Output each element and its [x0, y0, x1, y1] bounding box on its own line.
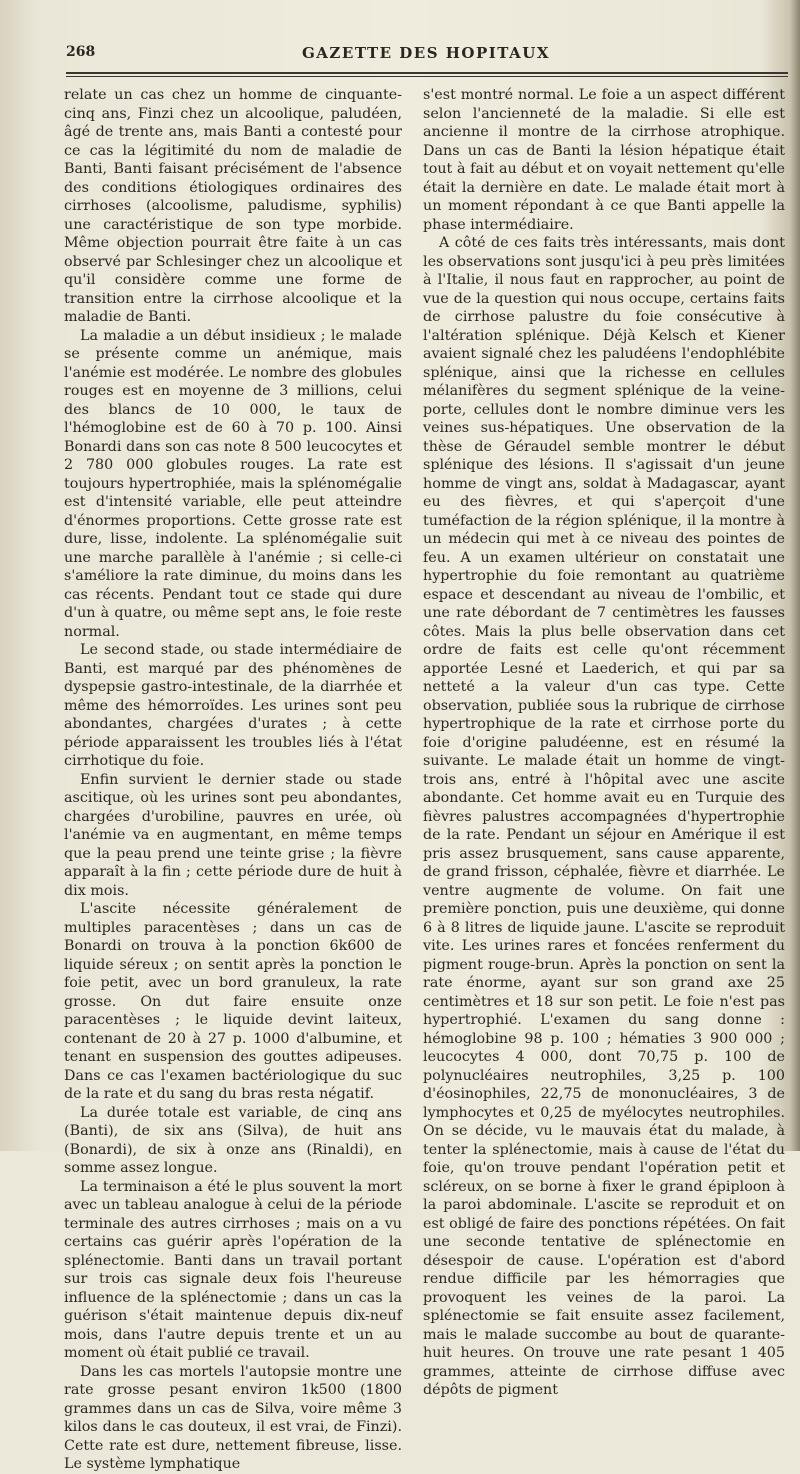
paragraph: relate un cas chez un homme de cinquante-cinq ans, Finzi chez un alcoolique, paludéen, âgé de trente ans, mais Banti a contesté pour ce cas la légitimité du nom de maladie de Banti, Banti faisant précisément de l'absence des conditions étiologiques ordinaires des cirrhoses (alcoolisme, paludisme, syphilis) une caractéristique de son type morbide. Même objection pourrait être faite à un cas observé par Schlesinger chez un alcoolique et qu'il considère comme une forme de transition entre la cirrhose alcoolique et la maladie de Banti. — [64, 87, 402, 325]
header-rule-thin — [66, 76, 788, 77]
page-header — [66, 44, 786, 66]
journal-title: GAZETTE DES HOPITAUX — [301, 44, 550, 62]
paragraph: La durée totale est variable, de cinq ans (Banti), de six ans (Silva), de huit ans (Bonardi), de six à onze ans (Rinaldi), en somme assez longue. — [64, 1104, 402, 1176]
paragraph: Le second stade, ou stade intermédiaire de Banti, est marqué par des phénomènes de dyspepsie gastro-intestinale, de la diarrhée et même des hémorroïdes. Les urines sont peu abondantes, chargées d'urates ; à cette période apparaissent les troubles liés à l'état cirrhotique du foie. — [64, 642, 402, 769]
paragraph: Dans les cas mortels l'autopsie montre une rate grosse pesant environ 1k500 (1800 grammes dans un cas de Silva, voire même 3 kilos dans le cas douteux, il est vrai, de Finzi). Cette rate est dure, nettement fibreuse, lisse. Le système lymphatique — [64, 1363, 402, 1472]
left-column — [64, 86, 402, 1474]
right-column — [423, 86, 785, 1400]
paragraph: La maladie a un début insidieux ; le malade se présente comme un anémique, mais l'anémie est modérée. Le nombre des globules rouges est en moyenne de 3 millions, celui des blancs de 10 000, le taux de l'hémoglobine est de 60 à 70 p. 100. Ainsi Bonardi dans son cas note 8 500 leucocytes et 2 780 000 globules rouges. La rate est toujours hypertrophiée, mais la splénomégalie est d'intensité variable, elle peut atteindre d'énormes proportions. Cette grosse rate est dure, lisse, indolente. La splénomégalie suit une marche parallèle à l'anémie ; si celle-ci s'améliore la rate diminue, du moins dans les cas récents. Pendant tout ce stade qui dure d'un à quatre, ou même sept ans, le foie reste normal. — [64, 327, 402, 640]
header-rule-thick — [66, 72, 788, 74]
paragraph: L'ascite nécessite généralement de multiples paracentèses ; dans un cas de Bonardi on trouva à la ponction 6k600 de liquide séreux ; on sentit après la ponction le foie petit, avec un bord granuleux, la rate grosse. On dut faire ensuite onze paracentèses ; le liquide devint laiteux, contenant de 20 à 27 p. 1000 d'albumine, et tenant en suspension des gouttes adipeuses. Dans ce cas l'examen bactériologique du suc de la rate et du sang du bras resta négatif. — [64, 901, 402, 1102]
page-number: 268 — [66, 44, 96, 60]
paragraph: A côté de ces faits très intéressants, mais dont les observations sont jusqu'ici à peu près limitées à l'Italie, il nous faut en rapprocher, au point de vue de la question qui nous occupe, certains faits de cirrhose palustre du foie consécutive à l'altération splénique. Déjà Kelsch et Kiener avaient signalé chez les paludéens l'endophlébite splénique, ainsi que la richesse en cellules mélanifères du segment splénique de la veine-porte, cellules dont le nombre diminue vers les veines sus-hépatiques. Une observation de la thèse de Géraudel semble montrer le début splénique des lésions. Il s'agissait d'un jeune homme de vingt ans, soldat à Madagascar, ayant eu des fièvres, et qui s'aperçoit d'une tuméfaction de la région splénique, il la montre à un médecin qui met à ce niveau des pointes de feu. A un examen ultérieur on constatait une hypertrophie du foie remontant au quatrième espace et descendant au niveau de l'ombilic, et une rate débordant de 7 centimètres les fausses côtes. Mais la plus belle observation dans cet ordre de faits est celle qu'ont récemment apportée Lesné et Laederich, et qui par sa netteté a la valeur d'un cas type. Cette observation, publiée sous la rubrique de cirrhose hypertrophique de la rate et cirrhose porte du foie d'origine paludéenne, est en résumé la suivante. Le malade était un homme de vingt-trois ans, entré à l'hôpital avec une ascite abondante. Cet homme avait eu en Turquie des fièvres palustres accompagnées d'hypertrophie de la rate. Pendant un séjour en Amérique il est pris assez brusquement, sans cause apparente, de grand frisson, céphalée, fièvre et diarrhée. Le ventre augmente de volume. On fait une première ponction, puis une deuxième, qui donne 6 à 8 litres de liquide jaune. L'ascite se reproduit vite. Les urines rares et foncées renferment du pigment rouge-brun. Après la ponction on sent la rate énorme, ayant sur son grand axe 25 centimètres et 18 sur son petit. Le foie n'est pas hypertrophié. L'examen du sang donne : hémoglobine 98 p. 100 ; hématies 3 900 000 ; leucocytes 4 000, dont 70,75 p. 100 de polynucléaires neutrophiles, 3,25 p. 100 d'éosinophiles, 22,75 de mononucléaires, 3 de lymphocytes et 0,25 de myélocytes neutrophiles. On se décide, vu le mauvais état du malade, à tenter la splénectomie, mais à cause de l'état du foie, qu'on trouve pendant l'opération petit et scléreux, on se borne à fixer le grand épiploon à la paroi abdominale. L'ascite se reproduit et on est obligé de faire des ponctions répétées. On fait une seconde tentative de splénectomie en désespoir de cause. L'opération est d'abord rendue difficile par les hémorragies que provoquent les veines de la paroi. La splénectomie se fait ensuite assez facilement, mais le malade succombe au bout de quarante-huit heures. On trouve une rate pesant 1 405 grammes, atteinte de cirrhose diffuse avec dépôts de pigment — [423, 235, 785, 1398]
paragraph: Enfin survient le dernier stade ou stade ascitique, où les urines sont peu abondantes, chargées d'urobiline, pauvres en urée, où l'anémie va en augmentant, en même temps que la peau prend une teinte grise ; la fièvre apparaît à la fin ; cette période dure de huit à dix mois. — [64, 771, 402, 899]
paragraph: La terminaison a été le plus souvent la mort avec un tableau analogue à celui de la période terminale des autres cirrhoses ; mais on a vu certains cas guérir après l'opération de la splénectomie. Banti dans un travail portant sur trois cas signale deux fois l'heureuse influence de la splénectomie ; dans un cas la guérison s'était maintenue depuis dix-neuf mois, dans l'autre depuis trente et un au moment où était publié ce travail. — [64, 1178, 402, 1361]
paragraph: s'est montré normal. Le foie a un aspect différent selon l'ancienneté de la maladie. Si elle est ancienne il montre de la cirrhose atrophique. Dans un cas de Banti la lésion hépatique était tout à fait au début et on voyait nettement qu'elle était la dernière en date. Le malade était mort à un moment répondant à ce que Banti appelle la phase intermédiaire. — [423, 87, 785, 233]
